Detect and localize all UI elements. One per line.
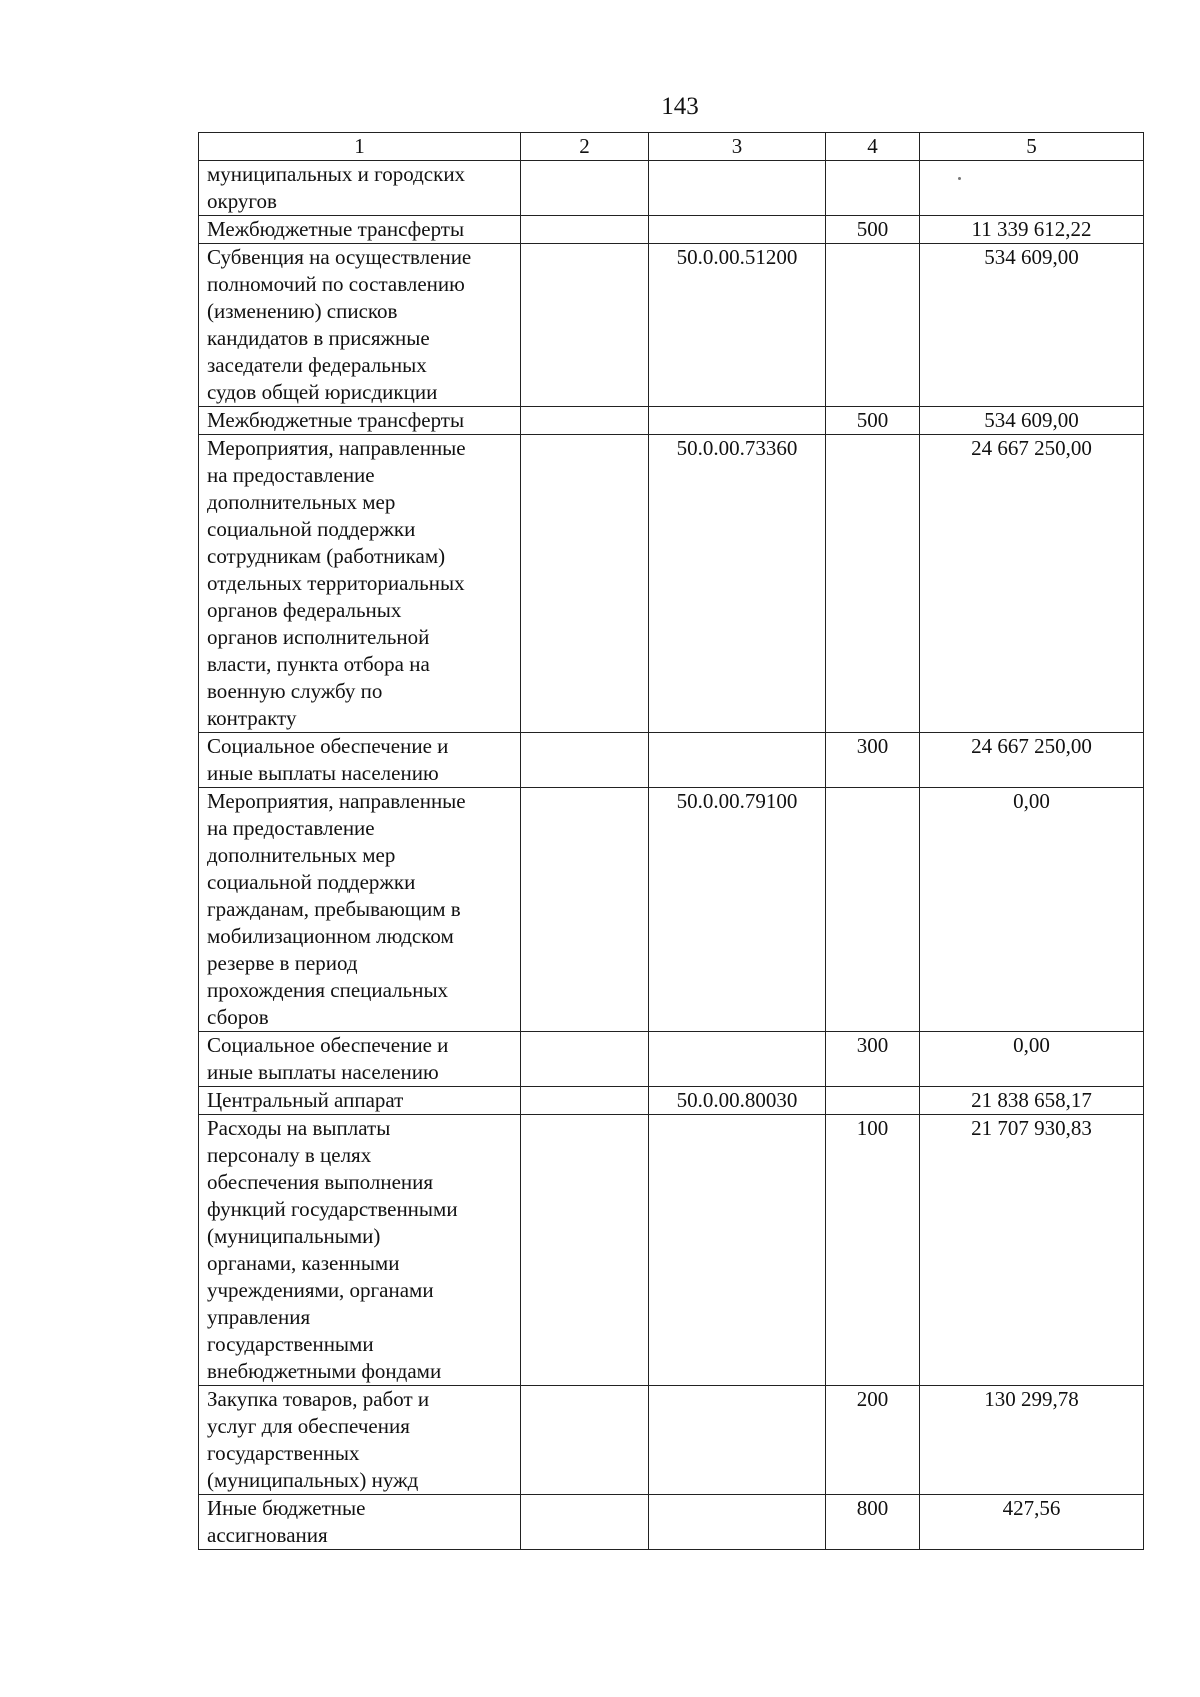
target-article-code-cell: 50.0.00.80030 — [649, 1087, 826, 1115]
expense-name-cell: Социальное обеспечение и иные выплаты населению — [199, 1032, 521, 1087]
amount-cell: 130 299,78 — [920, 1386, 1144, 1495]
target-article-code-cell — [649, 407, 826, 435]
target-article-code-cell — [649, 161, 826, 216]
expense-type-code-cell: 100 — [826, 1115, 920, 1386]
expense-type-code-cell: 500 — [826, 407, 920, 435]
column-2-cell — [521, 435, 649, 733]
expense-name-cell: Закупка товаров, работ и услуг для обеспечения государственных (муниципальных) нужд — [199, 1386, 521, 1495]
column-2-cell — [521, 788, 649, 1032]
expense-type-code-cell — [826, 1087, 920, 1115]
header-col-1: 1 — [199, 133, 521, 161]
expense-type-code-cell: 200 — [826, 1386, 920, 1495]
expense-name-cell: Мероприятия, направленные на предоставление дополнительных мер социальной поддержки сотрудникам (работникам) отдельных территориальных органов федеральных органов исполнительной власти, пункта отбора на военную службу по контракту — [199, 435, 521, 733]
column-2-cell — [521, 1087, 649, 1115]
amount-cell — [920, 161, 1144, 216]
table-row — [199, 1386, 1144, 1495]
header-row — [199, 133, 1144, 161]
table-row — [199, 733, 1144, 788]
expense-type-code-cell: 300 — [826, 1032, 920, 1087]
table-row — [199, 216, 1144, 244]
expense-name-cell: Иные бюджетные ассигнования — [199, 1495, 521, 1550]
table-row — [199, 435, 1144, 733]
amount-cell: 534 609,00 — [920, 407, 1144, 435]
target-article-code-cell — [649, 733, 826, 788]
amount-cell: 427,56 — [920, 1495, 1144, 1550]
expense-name-cell: муниципальных и городских округов — [199, 161, 521, 216]
amount-cell: 21 838 658,17 — [920, 1087, 1144, 1115]
header-col-3: 3 — [649, 133, 826, 161]
target-article-code-cell — [649, 1032, 826, 1087]
target-article-code-cell: 50.0.00.51200 — [649, 244, 826, 407]
amount-cell: 0,00 — [920, 788, 1144, 1032]
table-row — [199, 1495, 1144, 1550]
amount-cell: 24 667 250,00 — [920, 733, 1144, 788]
target-article-code-cell — [649, 1495, 826, 1550]
table-row — [199, 161, 1144, 216]
budget-table — [198, 132, 1144, 1550]
target-article-code-cell — [649, 1386, 826, 1495]
table-row — [199, 788, 1144, 1032]
expense-type-code-cell: 300 — [826, 733, 920, 788]
column-2-cell — [521, 1495, 649, 1550]
column-2-cell — [521, 216, 649, 244]
target-article-code-cell — [649, 1115, 826, 1386]
table-row — [199, 244, 1144, 407]
column-2-cell — [521, 1115, 649, 1386]
target-article-code-cell: 50.0.00.73360 — [649, 435, 826, 733]
amount-cell: 534 609,00 — [920, 244, 1144, 407]
expense-name-cell: Центральный аппарат — [199, 1087, 521, 1115]
column-2-cell — [521, 1032, 649, 1087]
header-col-4: 4 — [826, 133, 920, 161]
expense-type-code-cell — [826, 161, 920, 216]
table-row — [199, 1115, 1144, 1386]
column-2-cell — [521, 1386, 649, 1495]
target-article-code-cell: 50.0.00.79100 — [649, 788, 826, 1032]
column-2-cell — [521, 161, 649, 216]
expense-type-code-cell — [826, 244, 920, 407]
target-article-code-cell — [649, 216, 826, 244]
amount-cell: 0,00 — [920, 1032, 1144, 1087]
header-col-5: 5 — [920, 133, 1144, 161]
expense-name-cell: Субвенция на осуществление полномочий по составлению (изменению) списков кандидатов в присяжные заседатели федеральных судов общей юрисдикции — [199, 244, 521, 407]
table-body — [199, 161, 1144, 1550]
amount-cell: 11 339 612,22 — [920, 216, 1144, 244]
column-2-cell — [521, 733, 649, 788]
expense-name-cell: Межбюджетные трансферты — [199, 407, 521, 435]
amount-cell: 21 707 930,83 — [920, 1115, 1144, 1386]
expense-type-code-cell: 800 — [826, 1495, 920, 1550]
expense-name-cell: Расходы на выплаты персоналу в целях обеспечения выполнения функций государственными (муниципальными) органами, казенными учреждениями, органами управления государственными внебюджетными фондами — [199, 1115, 521, 1386]
amount-cell: 24 667 250,00 — [920, 435, 1144, 733]
table-row — [199, 407, 1144, 435]
expense-type-code-cell — [826, 788, 920, 1032]
header-col-2: 2 — [521, 133, 649, 161]
column-2-cell — [521, 407, 649, 435]
expense-type-code-cell: 500 — [826, 216, 920, 244]
expense-name-cell: Социальное обеспечение и иные выплаты населению — [199, 733, 521, 788]
expense-name-cell: Мероприятия, направленные на предоставление дополнительных мер социальной поддержки гражданам, пребывающим в мобилизационном людском резерве в период прохождения специальных сборов — [199, 788, 521, 1032]
budget-table-container — [198, 132, 1144, 1550]
table-row — [199, 1032, 1144, 1087]
table-row — [199, 1087, 1144, 1115]
expense-type-code-cell — [826, 435, 920, 733]
expense-name-cell: Межбюджетные трансферты — [199, 216, 521, 244]
page-number: 143 — [661, 93, 699, 120]
column-2-cell — [521, 244, 649, 407]
